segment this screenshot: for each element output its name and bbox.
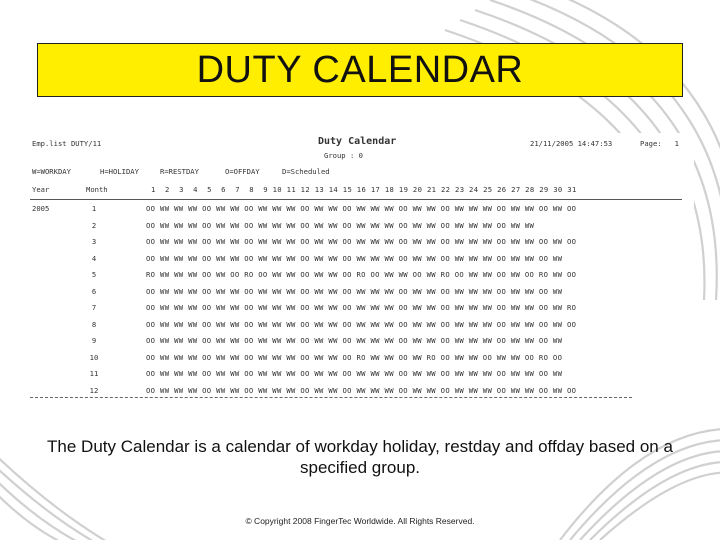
row-month: 7	[91, 303, 97, 312]
page-title: DUTY CALENDAR	[196, 48, 524, 91]
row-duty-codes: OO WW WW WW OO WW WW OO WW WW WW OO WW WW OO WW WW WW OO WW WW OO WW WW WW OO WW WW OO WW OO	[146, 237, 577, 246]
print-label: Emp.list DUTY/11	[32, 139, 102, 148]
row-month: 5	[91, 270, 97, 279]
legend-workday: W=WORKDAY	[32, 167, 71, 176]
header-divider	[30, 199, 682, 200]
column-days: 1 2 3 4 5 6 7 8 9 10 11 12 13 14 15 16 17 18 19 20 21 22 23 24 25 26 27 28 29 30 31	[151, 185, 577, 194]
row-month: 2	[91, 220, 97, 230]
row-duty-codes: RO WW WW WW OO WW OO RO OO WW WW OO WW WW OO RO OO WW WW OO WW RO OO WW WW OO WW OO RO WW OO	[146, 270, 577, 279]
caption: The Duty Calendar is a calendar of workday holiday, restday and offday based on a specified group.	[47, 437, 673, 477]
title-banner	[37, 43, 683, 97]
footer-divider	[30, 397, 632, 398]
legend-holiday: H=HOLIDAY	[100, 167, 139, 176]
group-label: Group : 0	[324, 151, 363, 160]
row-duty-codes: OO WW WW WW OO WW WW OO WW WW WW OO WW WW OO WW WW WW OO WW WW OO WW WW WW OO WW WW OO WW	[146, 253, 563, 263]
row-duty-codes: OO WW WW WW OO WW WW OO WW WW WW OO WW WW OO WW WW WW OO WW WW OO WW WW WW OO WW WW OO WW RO	[146, 303, 577, 312]
row-duty-codes: OO WW WW WW OO WW WW OO WW WW WW OO WW WW OO WW WW WW OO WW WW OO WW WW WW OO WW WW OO WW OO	[146, 319, 577, 329]
legend-restday: R=RESTDAY	[160, 167, 199, 176]
row-month: 9	[91, 336, 97, 345]
row-duty-codes: OO WW WW WW OO WW WW OO WW WW WW OO WW WW OO WW WW WW OO WW WW OO WW WW WW OO WW WW OO WW	[146, 369, 563, 378]
row-year: 2005	[32, 204, 50, 213]
legend-offday: O=OFFDAY	[225, 167, 260, 176]
row-month: 12	[89, 385, 99, 395]
column-month: Month	[86, 185, 108, 194]
row-duty-codes: OO WW WW WW OO WW WW OO WW WW WW OO WW WW OO WW WW WW OO WW WW OO WW WW WW OO WW WW OO WW OO	[146, 204, 577, 213]
timestamp: 21/11/2005 14:47:53	[530, 139, 613, 148]
row-month: 3	[91, 237, 97, 246]
row-duty-codes: OO WW WW WW OO WW WW OO WW WW WW OO WW WW OO WW WW WW OO WW WW OO WW WW WW OO WW WW OO WW	[146, 336, 563, 345]
row-duty-codes: OO WW WW WW OO WW WW OO WW WW WW OO WW WW OO WW WW WW OO WW WW OO WW WW WW OO WW WW OO WW OO	[146, 385, 577, 395]
row-duty-codes: OO WW WW WW OO WW WW OO WW WW WW OO WW WW OO RO WW WW OO WW RO OO WW WW OO WW WW OO RO OO	[146, 352, 563, 362]
row-duty-codes: OO WW WW WW OO WW WW OO WW WW WW OO WW WW OO WW WW WW OO WW WW OO WW WW WW OO WW WW OO WW	[146, 286, 563, 296]
column-year: Year	[32, 185, 50, 194]
page-number: Page: 1	[640, 139, 679, 148]
row-month: 4	[91, 253, 97, 263]
row-month: 1	[91, 204, 97, 213]
row-duty-codes: OO WW WW WW OO WW WW OO WW WW WW OO WW WW OO WW WW WW OO WW WW OO WW WW WW OO WW WW	[146, 220, 535, 230]
duty-calendar-report	[30, 133, 694, 403]
row-month: 11	[89, 369, 99, 378]
report-heading: Duty Calendar	[318, 136, 397, 147]
row-month: 8	[91, 319, 97, 329]
row-month: 6	[91, 286, 97, 296]
copyright: © Copyright 2008 FingerTec Worldwide. All Rights Reserved.	[245, 516, 475, 526]
row-month: 10	[89, 352, 99, 362]
legend-scheduled: D=Scheduled	[282, 167, 330, 176]
